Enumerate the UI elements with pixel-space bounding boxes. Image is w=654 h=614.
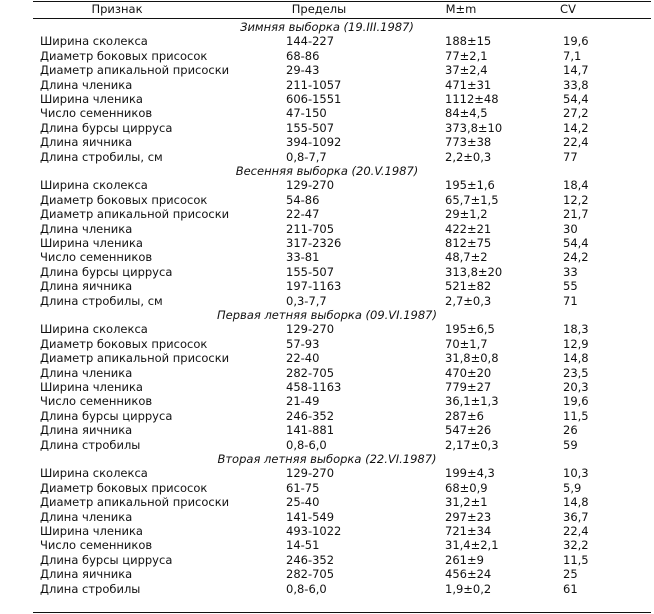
cell-cv: 21,7	[563, 207, 589, 222]
cell-mean: 456±24	[445, 567, 492, 582]
cell-cv: 14,8	[563, 351, 589, 366]
cell-trait: Длина членика	[40, 509, 133, 524]
cell-trait: Длина стробилы, см	[40, 149, 163, 164]
cell-trait: Длина бурсы цирруса	[40, 120, 173, 135]
cell-trait: Длина яичника	[40, 279, 133, 294]
cell-cv: 19,6	[563, 394, 589, 409]
section-title-text: Зимняя выборка (19.III.1987)	[240, 20, 414, 34]
cell-range: 282-705	[286, 365, 335, 380]
cell-range: 22-40	[286, 351, 320, 366]
cell-mean: 199±4,3	[445, 466, 495, 481]
cell-cv: 27,2	[563, 106, 589, 121]
cell-trait: Длина стробилы	[40, 437, 141, 452]
cell-trait: Длина яичника	[40, 423, 133, 438]
cell-cv: 14,7	[563, 63, 589, 78]
section-title-text: Первая летняя выборка (09.VI.1987)	[217, 308, 437, 322]
cell-mean: 313,8±20	[445, 264, 503, 279]
cell-trait: Длина яичника	[40, 567, 133, 582]
cell-mean: 29±1,2	[445, 207, 488, 222]
section-title-text: Вторая летняя выборка (22.VI.1987)	[217, 452, 437, 466]
cell-mean: 195±1,6	[445, 178, 495, 193]
cell-mean: 36,1±1,3	[445, 394, 499, 409]
cell-range: 246-352	[286, 552, 335, 567]
cell-trait: Число семенников	[40, 106, 153, 121]
cell-mean: 471±31	[445, 77, 492, 92]
cell-mean: 188±15	[445, 34, 492, 49]
cell-cv: 54,4	[563, 92, 589, 106]
cell-trait: Длина бурсы цирруса	[40, 552, 173, 567]
cell-range: 25-40	[286, 495, 320, 510]
cell-trait: Ширина членика	[40, 92, 143, 106]
cell-cv: 22,4	[563, 524, 589, 538]
cell-trait: Ширина сколекса	[40, 466, 148, 481]
cell-mean: 2,17±0,3	[445, 437, 499, 452]
cell-cv: 25	[563, 567, 578, 582]
cell-cv: 11,5	[563, 408, 589, 423]
cell-cv: 77	[563, 149, 578, 164]
cell-trait: Число семенников	[40, 394, 153, 409]
cell-cv: 59	[563, 437, 578, 452]
cell-mean: 373,8±10	[445, 120, 503, 135]
cell-mean: 287±6	[445, 408, 484, 423]
cell-range: 606-1551	[286, 92, 342, 106]
cell-mean: 77±2,1	[445, 48, 488, 63]
cell-range: 68-86	[286, 48, 320, 63]
cell-range: 282-705	[286, 567, 335, 582]
cell-range: 144-227	[286, 34, 335, 49]
cell-range: 54-86	[286, 192, 320, 207]
cell-range: 47-150	[286, 106, 327, 121]
cell-mean: 721±34	[445, 524, 492, 538]
cell-mean: 547±26	[445, 423, 492, 438]
cell-range: 141-549	[286, 509, 335, 524]
header-trait: Признак	[91, 2, 143, 16]
cell-cv: 19,6	[563, 34, 589, 49]
cell-cv: 30	[563, 221, 578, 236]
cell-cv: 54,4	[563, 236, 589, 250]
cell-mean: 1,9±0,2	[445, 581, 492, 596]
cell-cv: 5,9	[563, 480, 582, 495]
cell-range: 129-270	[286, 178, 335, 193]
cell-trait: Длина членика	[40, 365, 133, 380]
cell-trait: Ширина членика	[40, 524, 143, 538]
cell-trait: Диаметр боковых присосок	[40, 192, 208, 207]
cell-range: 21-49	[286, 394, 320, 409]
cell-trait: Длина членика	[40, 221, 133, 236]
cell-trait: Ширина сколекса	[40, 34, 148, 49]
cell-cv: 71	[563, 293, 578, 308]
cell-cv: 23,5	[563, 365, 589, 380]
table-row	[0, 581, 654, 598]
cell-trait: Диаметр боковых присосок	[40, 480, 208, 495]
cell-trait: Ширина членика	[40, 380, 143, 394]
cell-mean: 48,7±2	[445, 250, 488, 265]
cell-cv: 14,2	[563, 120, 589, 135]
cell-trait: Диаметр апикальной присоски	[40, 63, 230, 78]
cell-range: 129-270	[286, 322, 335, 337]
cell-range: 211-1057	[286, 77, 342, 92]
cell-cv: 18,4	[563, 178, 589, 193]
cell-mean: 68±0,9	[445, 480, 488, 495]
cell-range: 211-705	[286, 221, 335, 236]
table-bottom-rule	[33, 612, 651, 613]
cell-mean: 65,7±1,5	[445, 192, 499, 207]
cell-mean: 70±1,7	[445, 336, 488, 351]
cell-trait: Число семенников	[40, 250, 153, 265]
cell-range: 246-352	[286, 408, 335, 423]
cell-trait: Диаметр боковых присосок	[40, 336, 208, 351]
cell-cv: 22,4	[563, 135, 589, 150]
cell-cv: 20,3	[563, 380, 589, 394]
cell-cv: 32,2	[563, 538, 589, 553]
section-title-text: Весенняя выборка (20.V.1987)	[235, 164, 419, 178]
cell-cv: 36,7	[563, 509, 589, 524]
cell-trait: Число семенников	[40, 538, 153, 553]
cell-mean: 1112±48	[445, 92, 499, 106]
cell-range: 33-81	[286, 250, 320, 265]
cell-mean: 37±2,4	[445, 63, 488, 78]
cell-range: 22-47	[286, 207, 320, 222]
cell-mean: 195±6,5	[445, 322, 495, 337]
cell-trait: Длина яичника	[40, 135, 133, 150]
cell-trait: Длина членика	[40, 77, 133, 92]
cell-range: 0,8-7,7	[286, 149, 327, 164]
cell-range: 61-75	[286, 480, 320, 495]
cell-cv: 18,3	[563, 322, 589, 337]
cell-cv: 10,3	[563, 466, 589, 481]
cell-mean: 31,8±0,8	[445, 351, 499, 366]
cell-cv: 11,5	[563, 552, 589, 567]
cell-trait: Диаметр боковых присосок	[40, 48, 208, 63]
cell-trait: Длина стробилы	[40, 581, 141, 596]
cell-range: 0,8-6,0	[286, 437, 327, 452]
cell-cv: 33	[563, 264, 578, 279]
cell-range: 14-51	[286, 538, 320, 553]
cell-cv: 7,1	[563, 48, 582, 63]
cell-trait: Ширина сколекса	[40, 178, 148, 193]
cell-range: 493-1022	[286, 524, 342, 538]
cell-cv: 12,2	[563, 192, 589, 207]
cell-trait: Ширина членика	[40, 236, 143, 250]
cell-cv: 14,8	[563, 495, 589, 510]
cell-range: 155-507	[286, 120, 335, 135]
cell-mean: 779±27	[445, 380, 492, 394]
cell-range: 141-881	[286, 423, 335, 438]
cell-trait: Длина бурсы цирруса	[40, 408, 173, 423]
cell-range: 57-93	[286, 336, 320, 351]
cell-mean: 773±38	[445, 135, 492, 150]
cell-mean: 31,2±1	[445, 495, 488, 510]
cell-mean: 422±21	[445, 221, 492, 236]
cell-range: 29-43	[286, 63, 320, 78]
cell-trait: Диаметр апикальной присоски	[40, 351, 230, 366]
cell-trait: Диаметр апикальной присоски	[40, 207, 230, 222]
cell-mean: 31,4±2,1	[445, 538, 499, 553]
cell-mean: 297±23	[445, 509, 492, 524]
cell-mean: 521±82	[445, 279, 492, 294]
header-mean: M±m	[445, 2, 477, 16]
cell-mean: 812±75	[445, 236, 492, 250]
cell-trait: Длина бурсы цирруса	[40, 264, 173, 279]
cell-mean: 84±4,5	[445, 106, 488, 121]
table-header-row	[0, 4, 654, 18]
header-cv: CV	[560, 2, 576, 16]
cell-range: 0,3-7,7	[286, 293, 327, 308]
cell-mean: 261±9	[445, 552, 484, 567]
cell-cv: 55	[563, 279, 578, 294]
cell-range: 394-1092	[286, 135, 342, 150]
cell-trait: Длина стробилы, см	[40, 293, 163, 308]
cell-range: 129-270	[286, 466, 335, 481]
cell-range: 458-1163	[286, 380, 342, 394]
cell-range: 317-2326	[286, 236, 342, 250]
cell-trait: Диаметр апикальной присоски	[40, 495, 230, 510]
cell-cv: 61	[563, 581, 578, 596]
table-header-rule	[33, 18, 651, 19]
cell-mean: 2,7±0,3	[445, 293, 492, 308]
cell-mean: 2,2±0,3	[445, 149, 492, 164]
cell-cv: 24,2	[563, 250, 589, 265]
cell-range: 197-1163	[286, 279, 342, 294]
cell-cv: 33,8	[563, 77, 589, 92]
cell-range: 155-507	[286, 264, 335, 279]
cell-range: 0,8-6,0	[286, 581, 327, 596]
cell-mean: 470±20	[445, 365, 492, 380]
header-range: Пределы	[291, 2, 347, 16]
cell-trait: Ширина сколекса	[40, 322, 148, 337]
cell-cv: 12,9	[563, 336, 589, 351]
cell-cv: 26	[563, 423, 578, 438]
